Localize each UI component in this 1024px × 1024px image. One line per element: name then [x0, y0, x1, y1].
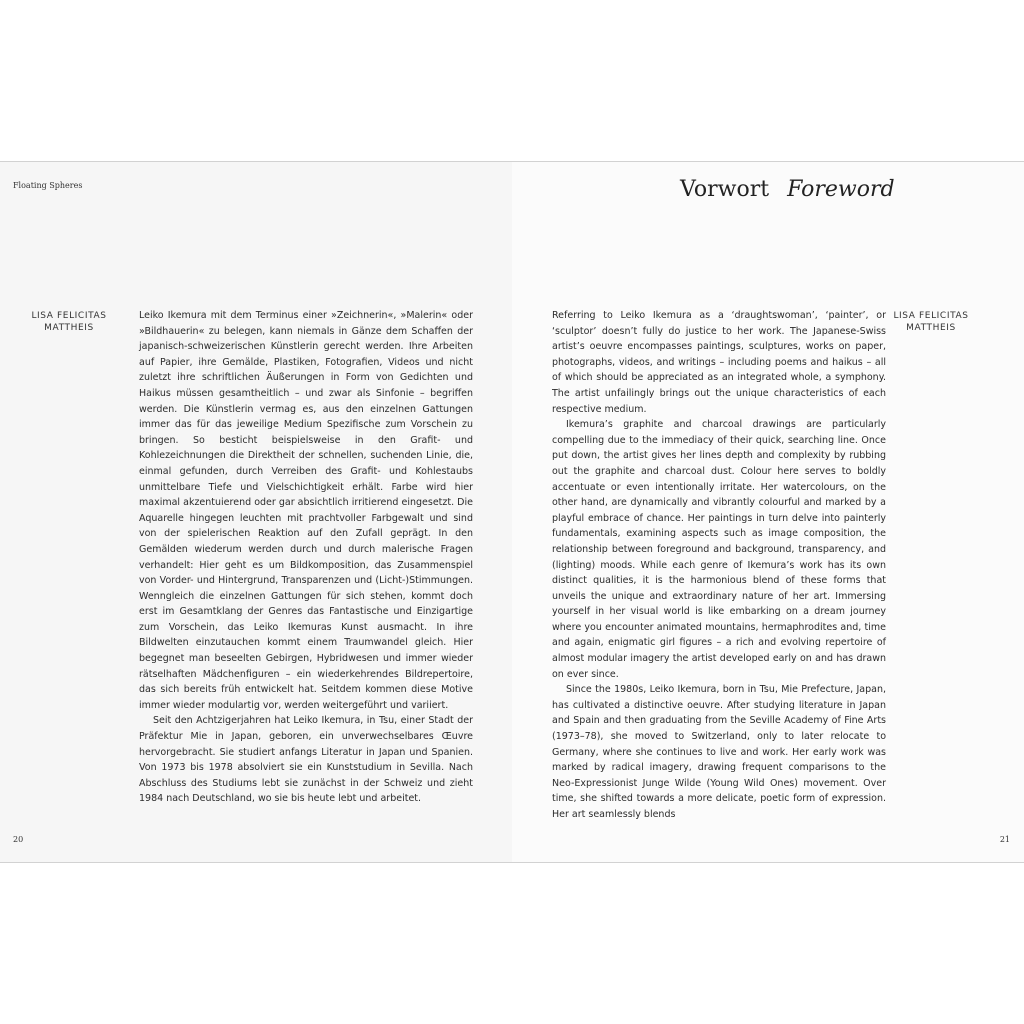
- author-first-name: LISA FELICITAS: [31, 311, 107, 321]
- paragraph: Seit den Achtzigerjahren hat Leiko Ikemura, in Tsu, einer Stadt der Präfektur Mie in Japan, geboren, ein unverwechselbares Œuvre hervorgebracht. Sie studiert anfangs Literatur in Japan und Spanien. Von 1973 bis 1978 absolviert sie ein Kunststudium in Sevilla. Nach Abschluss des Studiums lebt sie zunächst in der Schweiz und zieht 1984 nach Deutschland, wo sie bis heute lebt und arbeitet.: [139, 715, 473, 805]
- author-name-right: [872, 310, 990, 334]
- author-first-name: LISA FELICITAS: [893, 311, 969, 321]
- left-page: [0, 162, 512, 862]
- english-text-column: [552, 308, 886, 823]
- paragraph: Ikemura’s graphite and charcoal drawings are particularly compelling due to the immediacy of their quick, searching line. Once put down, the artist gives her lines depth and complexity by rubbing out the graphite and charcoal dust. Colour here serves to boldly accentuate or even intentionally irritate. Her watercolours, on the other hand, are dynamically and vibrantly colourful and marked by a playful embrace of chance. Her paintings in turn delve into painterly fundamentals, examining aspects such as image composition, the relationship between foreground and background, transparency, and (lighting) moods. While each genre of Ikemura’s work has its own distinct qualities, it is the harmonious blend of these forms that unveils the unique and extraordinary nature of her art. Immersing yourself in her visual world is like embarking on a dream journey where you encounter animated mountains, hermaphrodites and, time and again, enigmatic girl figures – a rich and evolving repertoire of almost modular imagery the artist developed early on and has drawn on ever since.: [552, 419, 886, 680]
- author-name-left: [10, 310, 128, 334]
- paragraph: Referring to Leiko Ikemura as a ‘draughtswoman’, ‘painter’, or ‘sculptor’ doesn’t fully do justice to her work. The Japanese-Swiss artist’s oeuvre encompasses paintings, sculptures, works on paper, photographs, videos, and writings – including poems and haikus – all of which should be appreciated as an integrated whole, a symphony. The artist unfailingly brings out the unique characteristics of each respective medium.: [552, 310, 886, 415]
- chapter-title: [680, 177, 895, 202]
- running-head: Floating Spheres: [13, 181, 83, 190]
- page-number-right: 21: [999, 835, 1010, 844]
- title-german: Vorwort: [680, 177, 770, 202]
- paragraph: Leiko Ikemura mit dem Terminus einer »Zeichnerin«, »Malerin« oder »Bildhauerin« zu belegen, kann niemals in Gänze dem Schaffen der japanisch-schweizerischen Künstlerin gerecht werden. Ihre Arbeiten auf Papier, ihre Gemälde, Plastiken, Fotografien, Videos und nicht zuletzt ihre schriftlichen Äußerungen in Form von Gedichten und Haikus müssen gesamtheitlich – und zwar als Sinfonie – begriffen werden. Die Künstlerin vermag es, aus den einzelnen Gattungen immer das für das jeweilige Medium Spezifische zum Vorschein zu bringen. So besticht beispielsweise in den Grafit- und Kohlezeichnungen die Direktheit der schnellen, suchenden Linie, die, einmal gefunden, durch Verreiben des Grafit- und Kohlestaubs unmittelbare Tiefe und Vielschichtigkeit erhält. Farbe wird hier maximal akzentuierend oder gar absichtlich irritierend eingesetzt. Die Aquarelle hingegen leuchten mit prachtvoller Farbgewalt und sind von der spielerischen Reaktion auf den Zufall geprägt. In den Gemälden wiederum werden durch und durch malerische Fragen verhandelt: Hier geht es um Bildkomposition, das Zusammenspiel von Vorder- und Hintergrund, Transparenzen und (Licht-)Stimmungen. Wenngleich die einzelnen Gattungen für sich stehen, kommt doch erst im Gesamtklang der Genres das Fantastische und Einzigartige zum Vorschein, das Leiko Ikemuras Kunst ausmacht. In ihre Bildwelten einzutauchen kommt einem Traumwandel gleich. Hier begegnet man beseelten Gebirgen, Hybridwesen und immer wieder rätselhaften Mädchenfiguren – ein wiederkehrendes Bildrepertoire, das sich bereits früh entwickelt hat. Seitdem kommen diese Motive immer wieder modulartig vor, werden weitergeführt und variiert.: [139, 310, 473, 711]
- author-last-name: MATTHEIS: [906, 323, 956, 333]
- german-text-column: [139, 308, 473, 807]
- title-english: Foreword: [787, 177, 895, 202]
- author-last-name: MATTHEIS: [44, 323, 94, 333]
- right-page: [512, 162, 1024, 862]
- book-spread: [0, 161, 1024, 863]
- paragraph: Since the 1980s, Leiko Ikemura, born in Tsu, Mie Prefecture, Japan, has cultivated a distinctive oeuvre. After studying literature in Japan and Spain and then graduating from the Seville Academy of Fine Arts (1973–78), she moved to Switzerland, only to later relocate to Germany, where she continues to live and work. Her early work was marked by radical imagery, drawing frequent comparisons to the Neo-Expressionist Junge Wilde (Young Wild Ones) movement. Over time, she shifted towards a more delicate, poetic form of expression. Her art seamlessly blends: [552, 684, 886, 820]
- page-number-left: 20: [13, 835, 24, 844]
